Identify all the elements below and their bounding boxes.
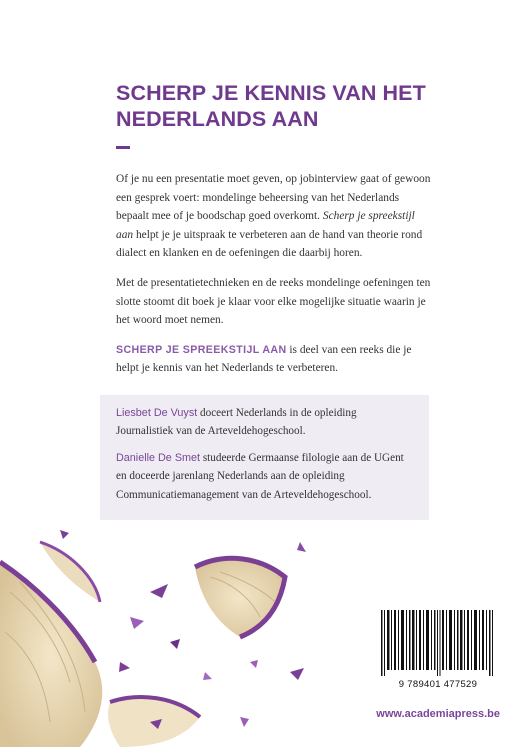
blurb-p1-text: Of je nu een presentatie moet geven, op jobinterview gaat of gewoon een gesprek voert: mondelinge beheersing van het Nederlands bepaalt mee of je boodschap goed overkomt. <box>116 173 431 223</box>
blurb <box>116 170 434 389</box>
author-name-2: Danielle De Smet <box>116 451 201 464</box>
blurb-paragraph-1 <box>116 170 434 263</box>
barcode <box>375 602 501 696</box>
blurb-p1-title: Scherp je spreekstijl aan <box>116 210 415 241</box>
barcode-bars <box>381 610 495 676</box>
author-name-1: Liesbet De Vuyst <box>116 407 198 419</box>
blurb-paragraph-2: Met de presentatietechnieken en de reeks mondelinge oefeningen ten slotte stoomt dit boek je klaar voor elke mogelijke situatie waarin je het woord moet nemen. <box>116 276 431 327</box>
author-bio-2 <box>116 449 416 504</box>
series-text: is deel van een reeks die je helpt je kennis van het Nederlands te verbeteren. <box>116 343 412 375</box>
book-title: SCHERP JE KENNIS VAN HET NEDERLANDS AAN <box>116 81 426 131</box>
author-bio-1 <box>116 404 416 441</box>
isbn-number: 9 789401 477529 <box>398 679 478 690</box>
author-bios <box>116 404 416 512</box>
blurb-p1-rest: helpt je je uitspraak te verbeteren aan de hand van theorie rond dialect en klanken en de oefeningen die daarbij horen. <box>116 228 423 260</box>
author-text-2: studeerde Germaanse filologie aan de UGent en doceerde jarenlang Nederlands aan de opleiding Communicatiemanagement van de Arteveldehogeschool. <box>116 451 404 501</box>
title-dash <box>116 146 130 149</box>
series-name: SCHERP JE SPREEKSTIJL AAN <box>116 343 287 356</box>
pencil-shavings-illustration <box>0 522 330 747</box>
series-paragraph <box>116 341 434 378</box>
author-text-1: doceert Nederlands in de opleiding Journalistiek van de Arteveldehogeschool. <box>116 407 357 438</box>
publisher-website-link[interactable]: www.academiapress.be <box>376 708 500 720</box>
